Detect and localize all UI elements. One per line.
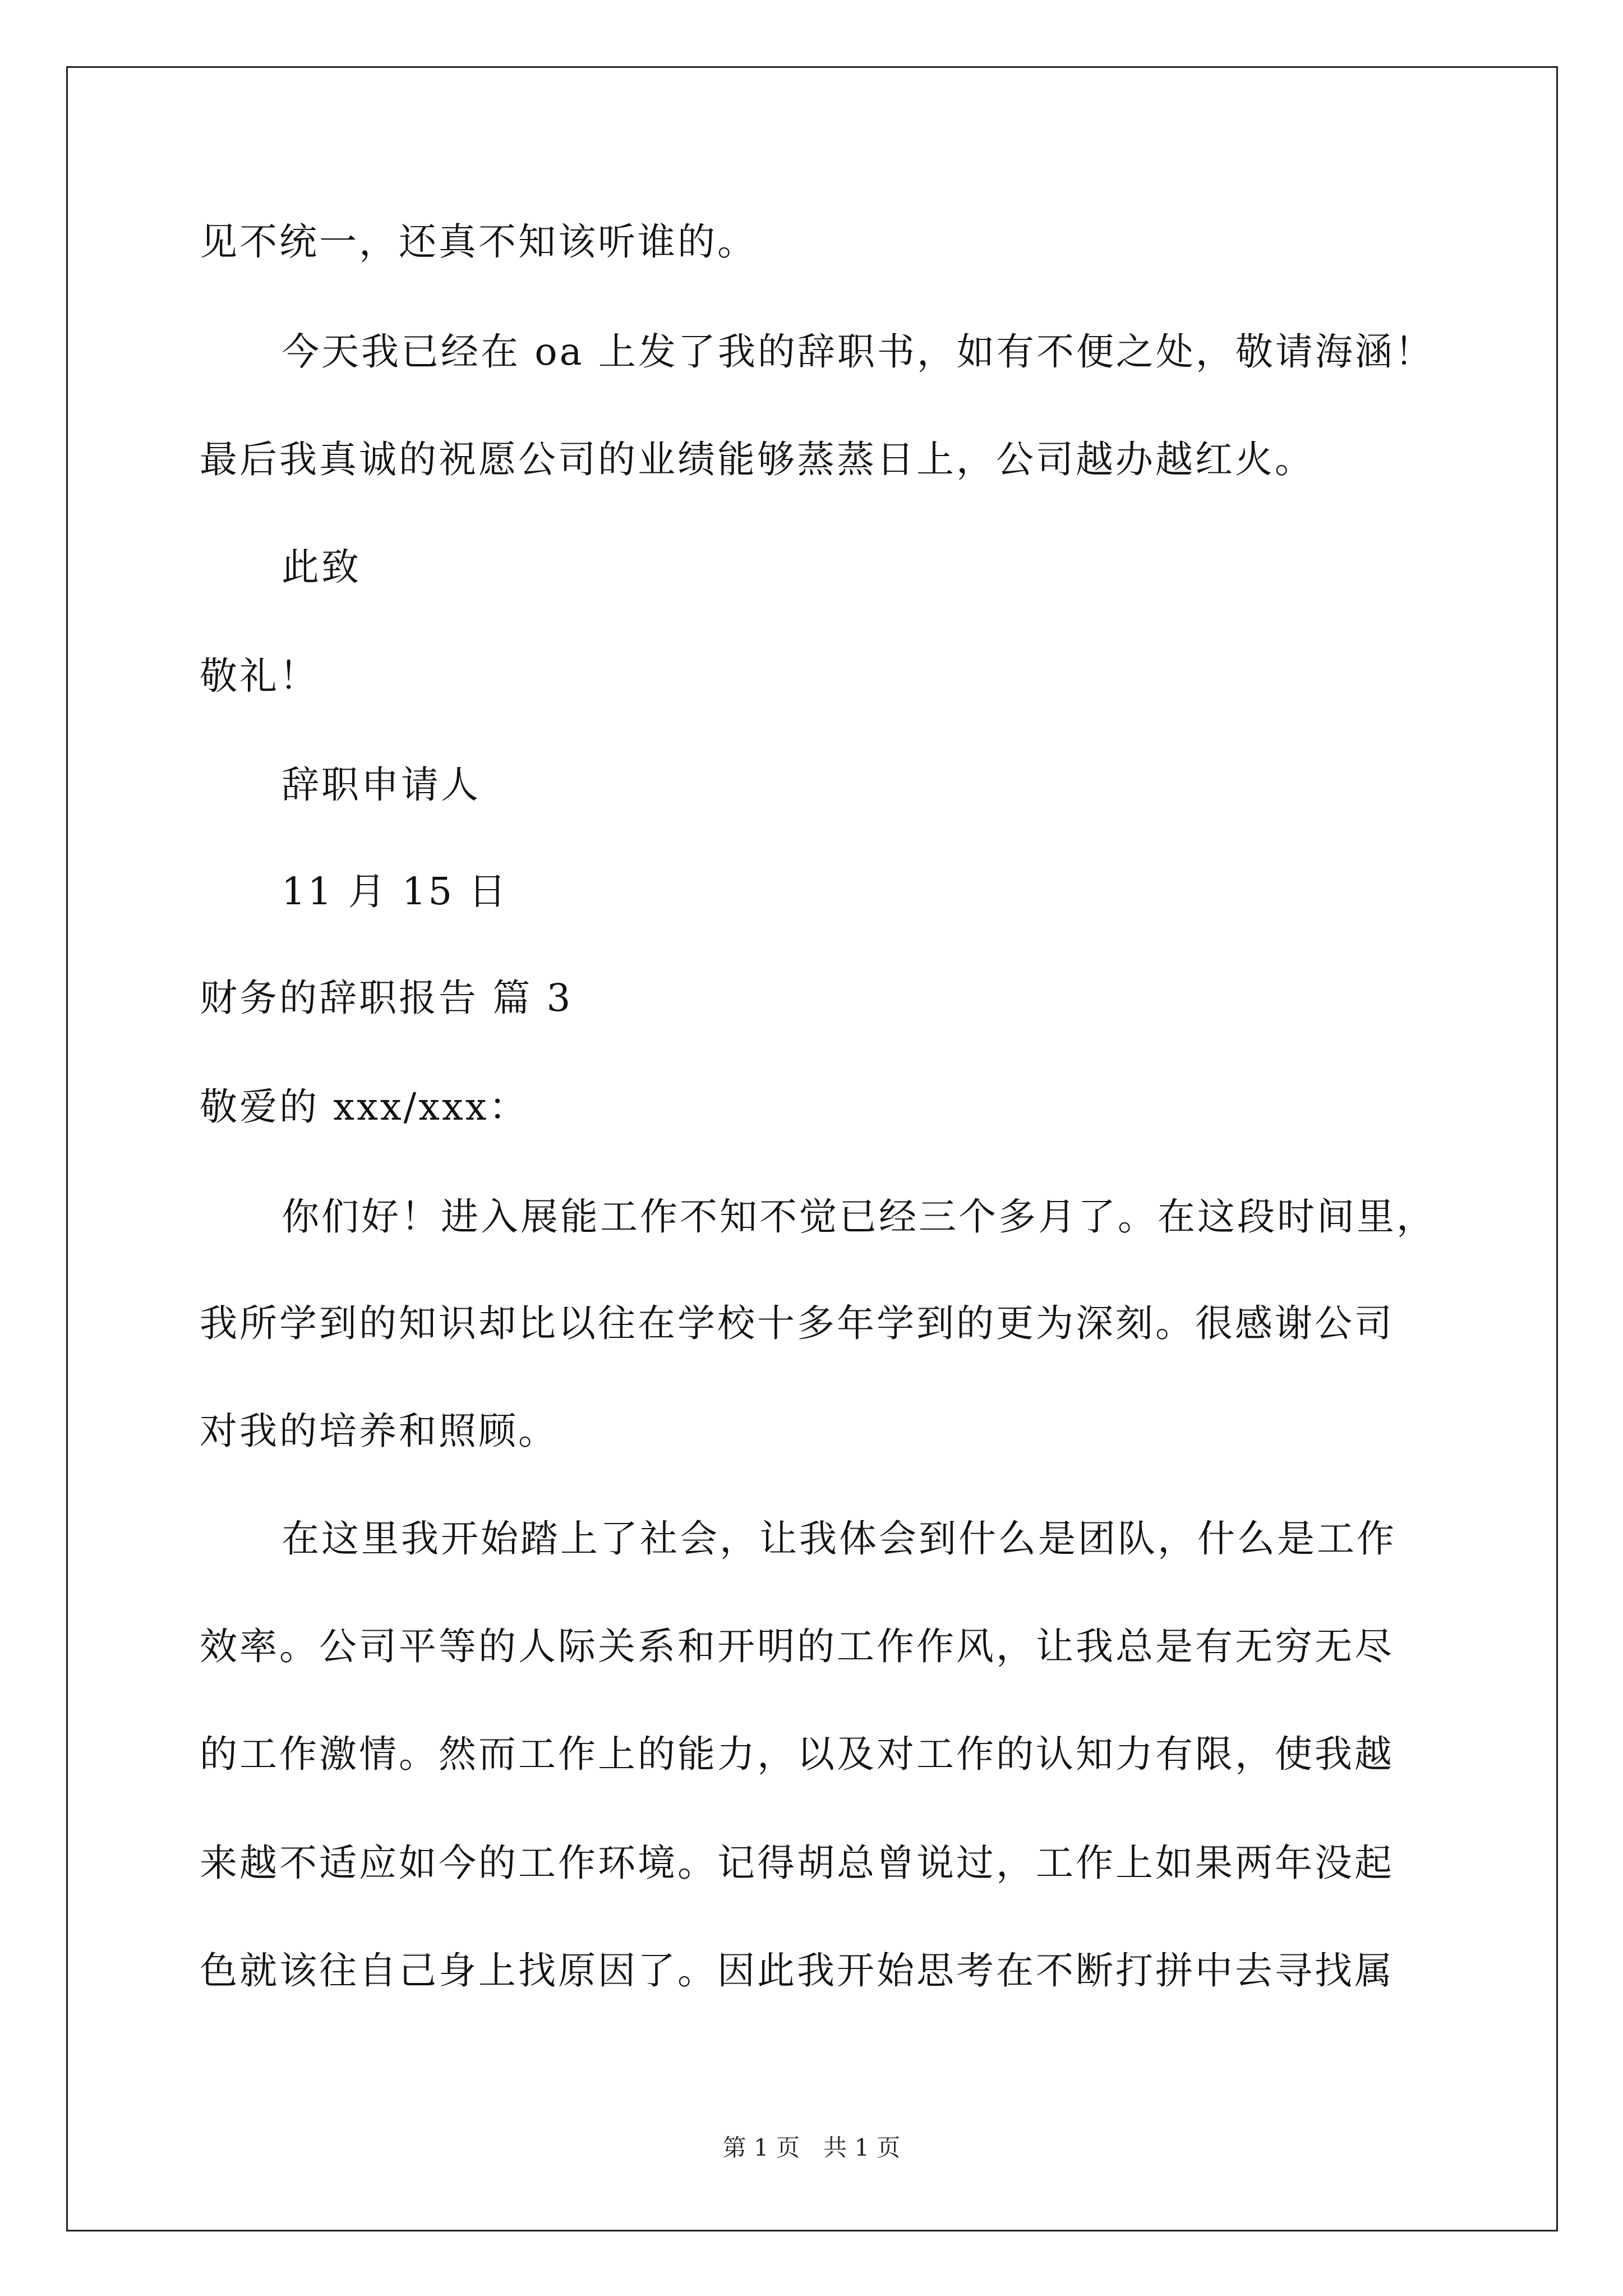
paragraph-line: 在这里我开始踏上了社会，让我体会到什么是团队，什么是工作 [282,1517,1396,1561]
paragraph-line: 色就该往自己身上找原因了。因此我开始思考在不断打拼中去寻找属 [200,1949,1394,1993]
paragraph-line: 我所学到的知识却比以往在学校十多年学到的更为深刻。很感谢公司 [200,1301,1394,1345]
paragraph-line: 来越不适应如今的工作环境。记得胡总曾说过，工作上如果两年没起 [200,1841,1394,1885]
salutation-line: 此致 [282,545,361,589]
page-border [66,66,1558,2231]
salutation-line: 敬礼！ [200,654,319,698]
paragraph-line: 今天我已经在 oa 上发了我的辞职书，如有不便之处，敬请海涵！ [282,330,1435,374]
paragraph-line: 最后我真诚的祝愿公司的业绩能够蒸蒸日上，公司越办越红火。 [200,438,1315,481]
paragraph-line: 对我的培养和照顾。 [200,1409,558,1453]
greeting-line: 敬爱的 xxx/xxx： [200,1085,529,1129]
paragraph-line: 效率。公司平等的人际关系和开明的工作作风，让我总是有无穷无尽 [200,1625,1394,1668]
signature-line: 辞职申请人 [282,763,481,807]
paragraph-line: 你们好！进入展能工作不知不觉已经三个多月了。在这段时间里， [282,1195,1436,1239]
paragraph-line: 见不统一，还真不知该听谁的。 [200,220,757,264]
section-title: 财务的辞职报告 篇 3 [200,976,573,1020]
page-number-footer: 第 1 页 共 1 页 [722,2134,901,2161]
paragraph-line: 的工作激情。然而工作上的能力，以及对工作的认知力有限，使我越 [200,1732,1394,1776]
date-line: 11 月 15 日 [282,869,509,913]
